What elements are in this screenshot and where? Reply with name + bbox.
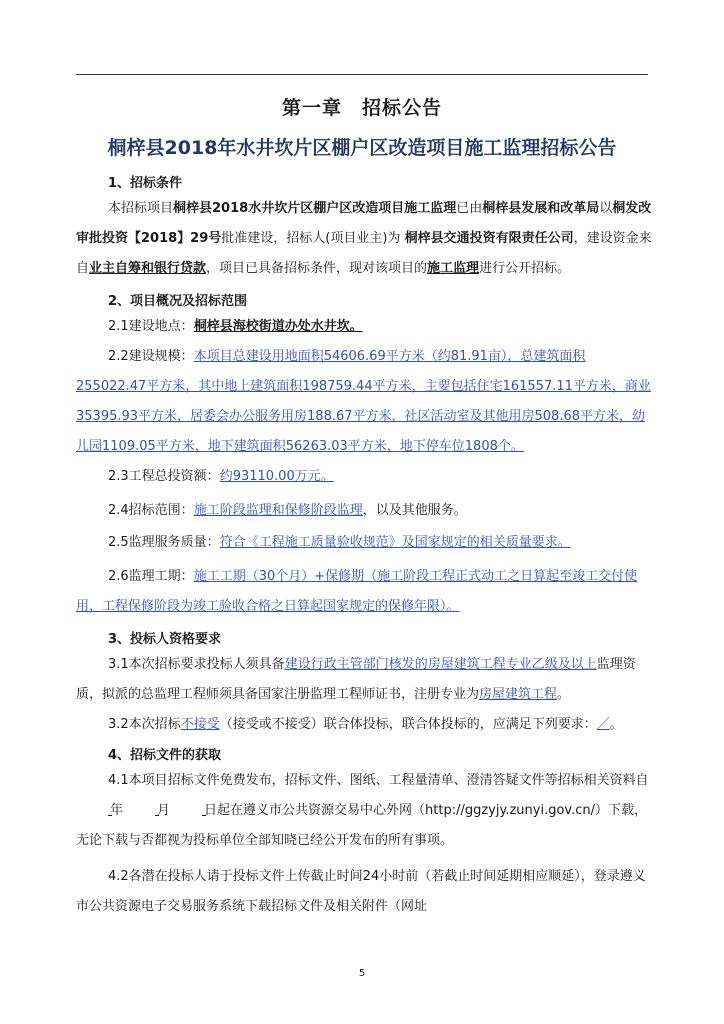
text-run: 3.2本次招标: [108, 717, 181, 732]
construction-scale-paragraph: [76, 342, 654, 462]
supervision-period: 施工工期（30个月）+保修期（施工阶段工程正式动工之日算起至竣工交付使用，工程保修阶段为竣工验收合格之日算起国家规定的保修年限）。: [76, 569, 638, 614]
document-title: 桐梓县2018年水井坎片区棚户区改造项目施工监理招标公告: [107, 137, 617, 159]
section-1-paragraph: [76, 194, 654, 284]
construction-site: 桐梓县海校街道办处水井坎。: [193, 319, 363, 334]
service-quality: 符合《工程施工质量验收规范》及国家规定的相关质量要求。: [219, 535, 571, 550]
section-2-heading: 2、项目概况及招标范围: [108, 294, 248, 309]
section-1-heading: 1、招标条件: [108, 176, 183, 191]
qualification-paragraph: [76, 650, 654, 710]
tenderer-name: 桐梓县交通投资有限责任公司: [404, 231, 574, 246]
funding-source: 业主自筹和银行贷款: [89, 261, 207, 276]
text-run: 年: [110, 803, 124, 818]
page-number: 5: [358, 968, 366, 979]
investment-paragraph: [76, 462, 654, 492]
section-4-heading: 4、招标文件的获取: [108, 748, 222, 763]
tender-scope-value: 施工阶段监理和保修阶段监理: [193, 503, 363, 518]
bid-upload-paragraph: 4.2各潜在投标人请于投标文件上传截止时间24小时前（若截止时间延期相应顺延），登录遵义市公共资源电子交易服务系统下载招标文件及相关附件（网址: [76, 869, 646, 914]
required-qualification: 建设行政主管部门核发的房屋建筑工程专业乙级及以上: [284, 657, 597, 672]
field-label: 2.5监理服务质量：: [108, 535, 220, 550]
text-run: 本招标项目: [108, 201, 174, 216]
text-run: 以: [599, 201, 613, 216]
tender-scope: 施工监理: [427, 261, 480, 276]
field-label: 2.3工程总投资额：: [108, 469, 220, 484]
text-run: （接受或不接受）联合体投标，联合体投标的，应满足下列要求：: [219, 717, 597, 732]
supervision-period-paragraph: [76, 562, 654, 622]
tender-scope-paragraph: [76, 496, 654, 526]
text-run: 进行公开招标。: [479, 261, 571, 276]
text-run: 批准建设，招标人(项目业主)为: [221, 231, 405, 246]
year-blank: [76, 796, 110, 826]
total-investment: 约93110.00万元。: [219, 469, 334, 484]
project-name: 桐梓县2018水井坎片区棚户区改造项目施工监理: [173, 201, 457, 216]
text-run: ，建设资金来自: [76, 231, 652, 276]
consortium-requirements: ／: [596, 717, 610, 732]
approval-number: 桐发改审批投资【2018】29号: [76, 201, 652, 246]
month-blank: [123, 796, 157, 826]
text-run: 3.1本次招标要求投标人须具备: [108, 657, 285, 672]
field-label: 2.2建设规模：: [108, 349, 194, 364]
construction-scale: 本项目总建设用地面积54606.69平方米（约81.91亩），总建筑面积255022.47平方米，其中地上建筑面积198759.44平方米，主要包括住宅161557.11平方米，商业35395.93平方米，居委会办公服务用房188.67平方米，社区活动室及其他用房508.68平方米，幼儿园1109.05平方米，地下建筑面积56263.03平方米，地下停车位1808个。: [76, 349, 651, 454]
section-3-heading: 3、投标人资格要求: [108, 632, 222, 647]
text-run: ，以及其他服务。: [362, 503, 467, 518]
consortium-paragraph: [76, 710, 654, 740]
text-run: 。: [609, 717, 623, 732]
header-rule: [76, 74, 648, 75]
text-run: ，项目已具备招标条件，现对该项目的: [206, 261, 428, 276]
text-run: 。: [557, 687, 571, 702]
day-blank: [170, 796, 204, 826]
consortium-acceptance: 不接受: [180, 717, 220, 732]
chapter-title: 第一章 招标公告: [281, 97, 442, 119]
text-run: 监理资质，拟派的总监理工程师须具备国家注册监理工程师证书，注册专业为: [76, 657, 636, 702]
text-run: 4.1本项目招标文件免费发布，招标文件、图纸、工程量清单、澄清答疑文件等招标相关资料自: [108, 773, 649, 788]
text-run: 月: [157, 803, 171, 818]
construction-site-paragraph: [76, 312, 654, 342]
field-label: 2.1建设地点：: [108, 319, 194, 334]
document-download-paragraph: [76, 766, 654, 856]
field-label: 2.4招标范围：: [108, 503, 194, 518]
text-run: 日起在遵义市公共资源交易中心外网（http://ggzyjy.zunyi.gov.cn/）下载，无论下载与否都视为投标单位全部知晓已经公开发布的所有事项。: [76, 803, 647, 848]
text-run: 已由: [456, 201, 483, 216]
approver-name: 桐梓县发展和改革局: [482, 201, 600, 216]
registered-major: 房屋建筑工程: [479, 687, 558, 702]
field-label: 2.6监理工期：: [108, 569, 194, 584]
service-quality-paragraph: [76, 528, 654, 558]
